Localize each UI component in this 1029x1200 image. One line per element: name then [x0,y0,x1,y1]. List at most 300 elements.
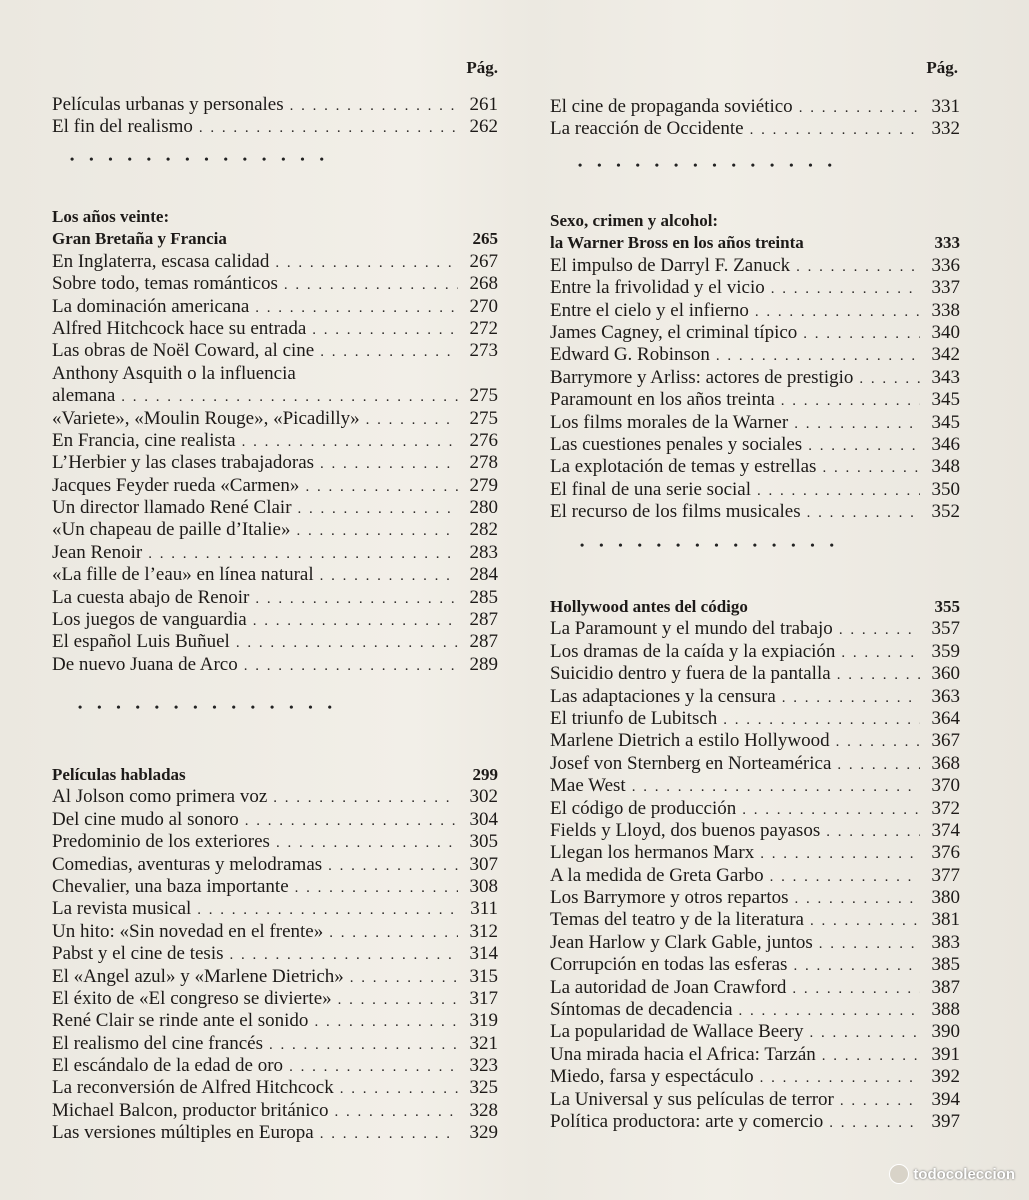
toc-entry [52,966,498,988]
dot-leader [760,1067,920,1089]
toc-entry [52,1055,498,1077]
toc-entry-title: El fin del realismo [52,116,193,138]
toc-entry-title: Suicidio dentro y fuera de la pantalla [550,663,831,685]
toc-entry-title: La autoridad de Joan Crawford [550,976,787,998]
toc-entry [550,412,960,434]
toc-entry [550,641,960,663]
toc-page-number: 273 [469,340,498,362]
toc-section [52,764,498,1145]
toc-entry [550,479,960,501]
toc-entry-title: De nuevo Juana de Arco [52,653,238,675]
dot-leader [289,1056,458,1078]
toc-entry [550,909,960,931]
toc-page-number: 329 [469,1122,498,1144]
toc-page-number: 307 [469,853,498,875]
toc-entry-title: Política productora: arte y comercio [550,1110,824,1132]
toc-page-number: 287 [469,631,498,653]
toc-entry [550,255,960,277]
toc-entry-title: Mae West [550,775,626,797]
dot-leader [269,1034,458,1056]
toc-entry [550,842,960,864]
dot-leader [837,754,920,776]
dot-leader [771,278,920,300]
toc-page-number: 270 [469,295,498,317]
dot-leader [822,1045,920,1067]
toc-page-number: 283 [469,541,498,563]
toc-entry-title: El éxito de «El congreso se divierte» [52,987,332,1009]
toc-page-number: 397 [931,1110,960,1132]
toc-entry-title: René Clair se rinde ante el sonido [52,1010,309,1032]
toc-entry-title: La dominación americana [52,295,250,317]
toc-page-number: 319 [469,1010,498,1032]
dot-leader [334,1101,458,1123]
toc-entry-title: Las versiones múltiples en Europa [52,1122,314,1144]
dot-leader [841,642,920,664]
toc-entry-title: Comedias, aventuras y melodramas [52,853,323,875]
toc-page-number: 385 [931,954,960,976]
dot-leader [273,787,458,809]
toc-entry [52,1077,498,1099]
toc-page-number: 350 [931,478,960,500]
toc-entry [52,116,498,138]
toc-page-number: 289 [469,653,498,675]
toc-entry-title: Josef von Sternberg en Norteamérica [550,752,832,774]
toc-entry-title: El «Angel azul» y «Marlene Dietrich» [52,965,344,987]
toc-entry-title: alemana [52,385,116,407]
toc-entry-title: Los años veinte: [52,207,170,226]
toc-entry-title: En Francia, cine realista [52,429,236,451]
toc-page-number: 262 [469,116,498,138]
toc-entry-title: «La fille de l’eau» en línea natural [52,564,314,586]
toc-entry [52,854,498,876]
toc-page-number: 272 [469,317,498,339]
toc-page-number: 376 [931,842,960,864]
toc-entry-title: Los dramas de la caída y la expiación [550,640,836,662]
dot-leader [290,95,458,117]
toc-entry-title: A la medida de Greta Garbo [550,864,764,886]
dot-leader [320,453,458,475]
toc-entry-title: Del cine mudo al sonoro [52,808,239,830]
toc-entry [52,452,498,474]
dot-leader [305,476,458,498]
toc-page-number: 336 [931,254,960,276]
dot-leader [253,610,458,632]
toc-page-number: 340 [931,321,960,343]
dot-leader [859,368,920,390]
toc-entry [550,663,960,685]
dot-leader [366,409,458,431]
toc-page-number: 392 [931,1066,960,1088]
toc-page-number: 364 [931,707,960,729]
dot-leader [819,933,920,955]
toc-entry [550,1089,960,1111]
toc-page-number: 333 [934,233,960,253]
toc-entry [550,686,960,708]
toc-entry [550,96,960,118]
toc-entry-title: Películas urbanas y personales [52,94,284,115]
dot-leader [284,274,458,296]
dot-leader [755,301,920,323]
toc-entry-title: Marlene Dietrich a estilo Hollywood [550,730,830,752]
toc-entry [52,609,498,631]
dot-leader [808,435,920,457]
toc-entry-title: Las adaptaciones y la censura [550,685,776,707]
toc-page-number: 383 [931,931,960,953]
dot-leader [255,297,458,319]
toc-entry-title: Jean Harlow y Clark Gable, juntos [550,931,813,953]
page-header-label: Pág. [466,58,498,77]
toc-page-number: 312 [469,920,498,942]
toc-entry [52,542,498,564]
toc-entry [550,1066,960,1088]
dot-leader [320,1123,458,1145]
toc-page-number: 377 [931,864,960,886]
toc-page-number: 276 [469,429,498,451]
dot-leader [632,776,920,798]
dot-leader [329,922,458,944]
toc-page-number: 380 [931,887,960,909]
section-separator: • • • • • • • • • • • • • • [578,158,838,172]
toc-entry-title: Los films morales de la Warner [550,411,789,433]
dot-leader [810,910,920,932]
toc-entry-title: La Universal y sus películas de terror [550,1088,834,1110]
toc-entry [550,434,960,456]
toc-heading [550,596,960,618]
toc-entry-title: La revista musical [52,898,192,920]
dot-leader [320,565,458,587]
toc-page-number: 363 [931,685,960,707]
toc-entry-title: Entre el cielo y el infierno [550,299,749,321]
toc-page-number: 370 [931,775,960,797]
toc-entry [52,654,498,676]
dot-leader [840,1090,920,1112]
toc-page-number: 279 [469,474,498,496]
toc-page-number: 278 [469,452,498,474]
toc-entry [52,497,498,519]
toc-entry-title: El final de una serie social [550,478,752,500]
dot-leader [795,888,921,910]
toc-entry [550,1044,960,1066]
toc-page-number: 325 [469,1077,498,1099]
toc-page-number: 299 [472,765,498,784]
toc-entry [550,999,960,1021]
dot-leader [236,632,458,654]
dot-leader [757,480,920,502]
toc-entry-title: El recurso de los films musicales [550,501,801,523]
dot-leader [742,799,920,821]
toc-entry-title: Miedo, farsa y espectáculo [550,1066,754,1088]
toc-entry-title: la Warner Bross en los años treinta [550,233,804,253]
toc-entry-title: Corrupción en todas las esferas [550,954,788,976]
toc-page-number: 338 [931,299,960,321]
toc-entry [52,408,498,430]
toc-entry-title: Entre la frivolidad y el vicio [550,277,765,299]
toc-entry [550,954,960,976]
toc-entry-title: La reacción de Occidente [550,118,744,140]
toc-page-number: 317 [469,987,498,1009]
dot-leader [807,502,920,524]
toc-entry-title: Los Barrymore y otros repartos [550,887,789,909]
toc-entry-title: Pabst y el cine de tesis [52,943,224,965]
toc-entry-title: Un hito: «Sin novedad en el frente» [52,920,324,942]
toc-page-number: 282 [469,519,498,541]
toc-page-number: 331 [931,96,960,117]
toc-entry-title: El cine de propaganda soviético [550,96,793,117]
toc-entry [52,296,498,318]
dot-leader [312,319,458,341]
toc-entry [550,618,960,640]
toc-entry [550,277,960,299]
toc-page-number: 268 [469,273,498,295]
toc-page-number: 343 [931,366,960,388]
dot-leader [809,1022,920,1044]
toc-entry [52,809,498,831]
toc-page-number: 302 [469,786,498,808]
dot-leader [739,1000,920,1022]
toc-entry [52,475,498,497]
dot-leader [793,955,920,977]
toc-entry [52,876,498,898]
toc-page-number: 348 [931,456,960,478]
toc-page-number: 265 [472,229,498,249]
toc-entry-title: Síntomas de decadencia [550,999,733,1021]
toc-entry [52,94,498,116]
toc-entry [52,519,498,541]
toc-heading [52,206,498,228]
toc-entry [52,385,498,407]
toc-entry-title: La reconversión de Alfred Hitchcock [52,1077,334,1099]
page-header-label: Pág. [926,58,958,77]
toc-entry-title: La popularidad de Wallace Beery [550,1021,804,1043]
section-separator: • • • • • • • • • • • • • • [580,538,840,552]
toc-entry-title: «Un chapeau de paille d’Italie» [52,519,291,541]
toc-entry [52,340,498,362]
toc-entry-title: Michael Balcon, productor británico [52,1099,329,1121]
toc-entry [550,118,960,140]
toc-entry [52,251,498,273]
dot-leader [829,1112,920,1134]
toc-page-number: 261 [469,94,498,115]
toc-entry-title: El español Luis Buñuel [52,631,230,653]
toc-entry [550,977,960,999]
toc-entry [52,587,498,609]
toc-entry [550,932,960,954]
toc-entry-title: La cuesta abajo de Renoir [52,586,250,608]
dot-leader [320,341,458,363]
toc-entry-title: La Paramount y el mundo del trabajo [550,618,833,640]
dot-leader [792,978,920,1000]
watermark-logo [889,1164,1015,1184]
dot-leader [782,687,920,709]
dot-leader [296,520,458,542]
toc-page-number: 367 [931,730,960,752]
toc-page-number: 321 [469,1032,498,1054]
toc-entry-title: Temas del teatro y de la literatura [550,909,804,931]
dot-leader [244,655,458,677]
toc-entry-title: L’Herbier y las clases trabajadoras [52,452,315,474]
watermark-text: todocoleccion [913,1165,1015,1183]
toc-entry [550,820,960,842]
dot-leader [242,431,458,453]
toc-entry-title: Alfred Hitchcock hace su entrada [52,317,307,339]
toc-page-number: 337 [931,277,960,299]
toc-entry [52,273,498,295]
toc-entry-title: Sobre todo, temas románticos [52,273,278,295]
toc-page-number: 394 [931,1088,960,1110]
toc-page-number: 308 [469,875,498,897]
toc-heading [52,764,498,786]
toc-entry [550,775,960,797]
toc-section [52,94,498,139]
toc-entry-title: Anthony Asquith o la influencia [52,362,296,384]
toc-page-number: 345 [931,411,960,433]
toc-entry [550,344,960,366]
toc-section [550,596,960,1133]
toc-entry [52,988,498,1010]
toc-entry [550,389,960,411]
toc-entry [550,753,960,775]
dot-leader [298,498,458,520]
dot-leader [295,877,458,899]
toc-entry-title: Fields y Lloyd, dos buenos payasos [550,819,821,841]
toc-page-number: 355 [934,597,960,616]
toc-page-number: 357 [931,618,960,640]
toc-entry-title: Al Jolson como primera voz [52,786,268,808]
dot-leader [230,944,459,966]
toc-entry-title: En Inglaterra, escasa calidad [52,250,270,272]
toc-page-number: 342 [931,344,960,366]
dot-leader [255,588,458,610]
toc-page-number: 374 [931,819,960,841]
toc-heading [550,210,960,232]
toc-entry [550,1111,960,1133]
toc-entry [52,898,498,920]
toc-entry-title: El realismo del cine francés [52,1032,264,1054]
toc-entry [550,887,960,909]
dot-leader [121,386,458,408]
toc-page-number: 388 [931,999,960,1021]
toc-entry-title: Las cuestiones penales y sociales [550,433,803,455]
toc-page-number: 360 [931,663,960,685]
toc-page-number: 314 [469,943,498,965]
toc-entry-title: Jean Renoir [52,541,143,563]
toc-entry [550,456,960,478]
toc-entry-title: Películas habladas [52,765,186,784]
dot-leader [770,866,920,888]
toc-page-number: 391 [931,1043,960,1065]
toc-entry-title: El triunfo de Lubitsch [550,707,718,729]
dot-leader [796,256,920,278]
toc-entry-title: El impulso de Darryl F. Zanuck [550,254,791,276]
dot-leader [338,989,458,1011]
toc-heading [52,228,498,250]
toc-page-number: 280 [469,497,498,519]
dot-leader [837,664,920,686]
dot-leader [199,117,458,139]
toc-entry [550,708,960,730]
toc-page-number: 305 [469,831,498,853]
toc-entry [550,300,960,322]
toc-entry-title: Paramount en los años treinta [550,389,775,411]
toc-page-number: 304 [469,808,498,830]
toc-page-number: 381 [931,909,960,931]
dot-leader [340,1078,458,1100]
dot-leader [328,855,458,877]
toc-entry [550,730,960,752]
toc-page-number: 284 [469,564,498,586]
toc-entry-title: Barrymore y Arliss: actores de prestigio [550,366,854,388]
dot-leader [276,832,458,854]
dot-leader [750,119,920,141]
toc-entry [52,363,498,385]
toc-section [550,96,960,141]
dot-leader [716,345,920,367]
toc-page-number: 311 [470,898,498,920]
dot-leader [799,97,920,119]
dot-leader [350,967,458,989]
toc-entry [550,322,960,344]
toc-entry [52,430,498,452]
dot-leader [148,543,458,565]
dot-leader [197,899,458,921]
toc-page-number: 345 [931,389,960,411]
toc-entry [52,1033,498,1055]
toc-entry [52,1010,498,1032]
toc-entry-title: Una mirada hacia el Africa: Tarzán [550,1043,816,1065]
toc-entry [550,798,960,820]
toc-entry [550,865,960,887]
toc-entry-title: Gran Bretaña y Francia [52,229,227,249]
toc-entry-title: La explotación de temas y estrellas [550,456,817,478]
dot-leader [794,413,920,435]
toc-entry-title: Sexo, crimen y alcohol: [550,211,719,230]
dot-leader [822,457,920,479]
toc-page-number: 387 [931,976,960,998]
watermark-logo-icon [889,1164,909,1184]
toc-page-number: 372 [931,797,960,819]
dot-leader [826,821,920,843]
toc-entry-title: Un director llamado René Clair [52,497,292,519]
toc-section [52,206,498,676]
toc-entry-title: Hollywood antes del código [550,597,748,616]
toc-entry-title: Los juegos de vanguardia [52,609,247,631]
toc-section [550,210,960,523]
dot-leader [760,843,920,865]
dot-leader [836,731,920,753]
dot-leader [839,619,920,641]
toc-page-number: 285 [469,586,498,608]
toc-entry [52,831,498,853]
toc-entry-title: Predominio de los exteriores [52,831,270,853]
toc-page-number: 368 [931,752,960,774]
toc-entry-title: El escándalo de la edad de oro [52,1055,284,1077]
section-separator: • • • • • • • • • • • • • • [78,700,338,714]
toc-entry-title: Llegan los hermanos Marx [550,842,755,864]
toc-heading [550,232,960,254]
toc-entry-title: Chevalier, una baza importante [52,875,289,897]
toc-page-number: 352 [931,501,960,523]
toc-page-number: 315 [469,965,498,987]
dot-leader [781,390,920,412]
toc-entry [52,1122,498,1144]
toc-entry-title: Edward G. Robinson [550,344,710,366]
toc-page-number: 390 [931,1021,960,1043]
toc-entry [52,786,498,808]
toc-entry [52,631,498,653]
toc-entry-title: James Cagney, el criminal típico [550,321,798,343]
dot-leader [803,323,920,345]
toc-entry [52,1100,498,1122]
